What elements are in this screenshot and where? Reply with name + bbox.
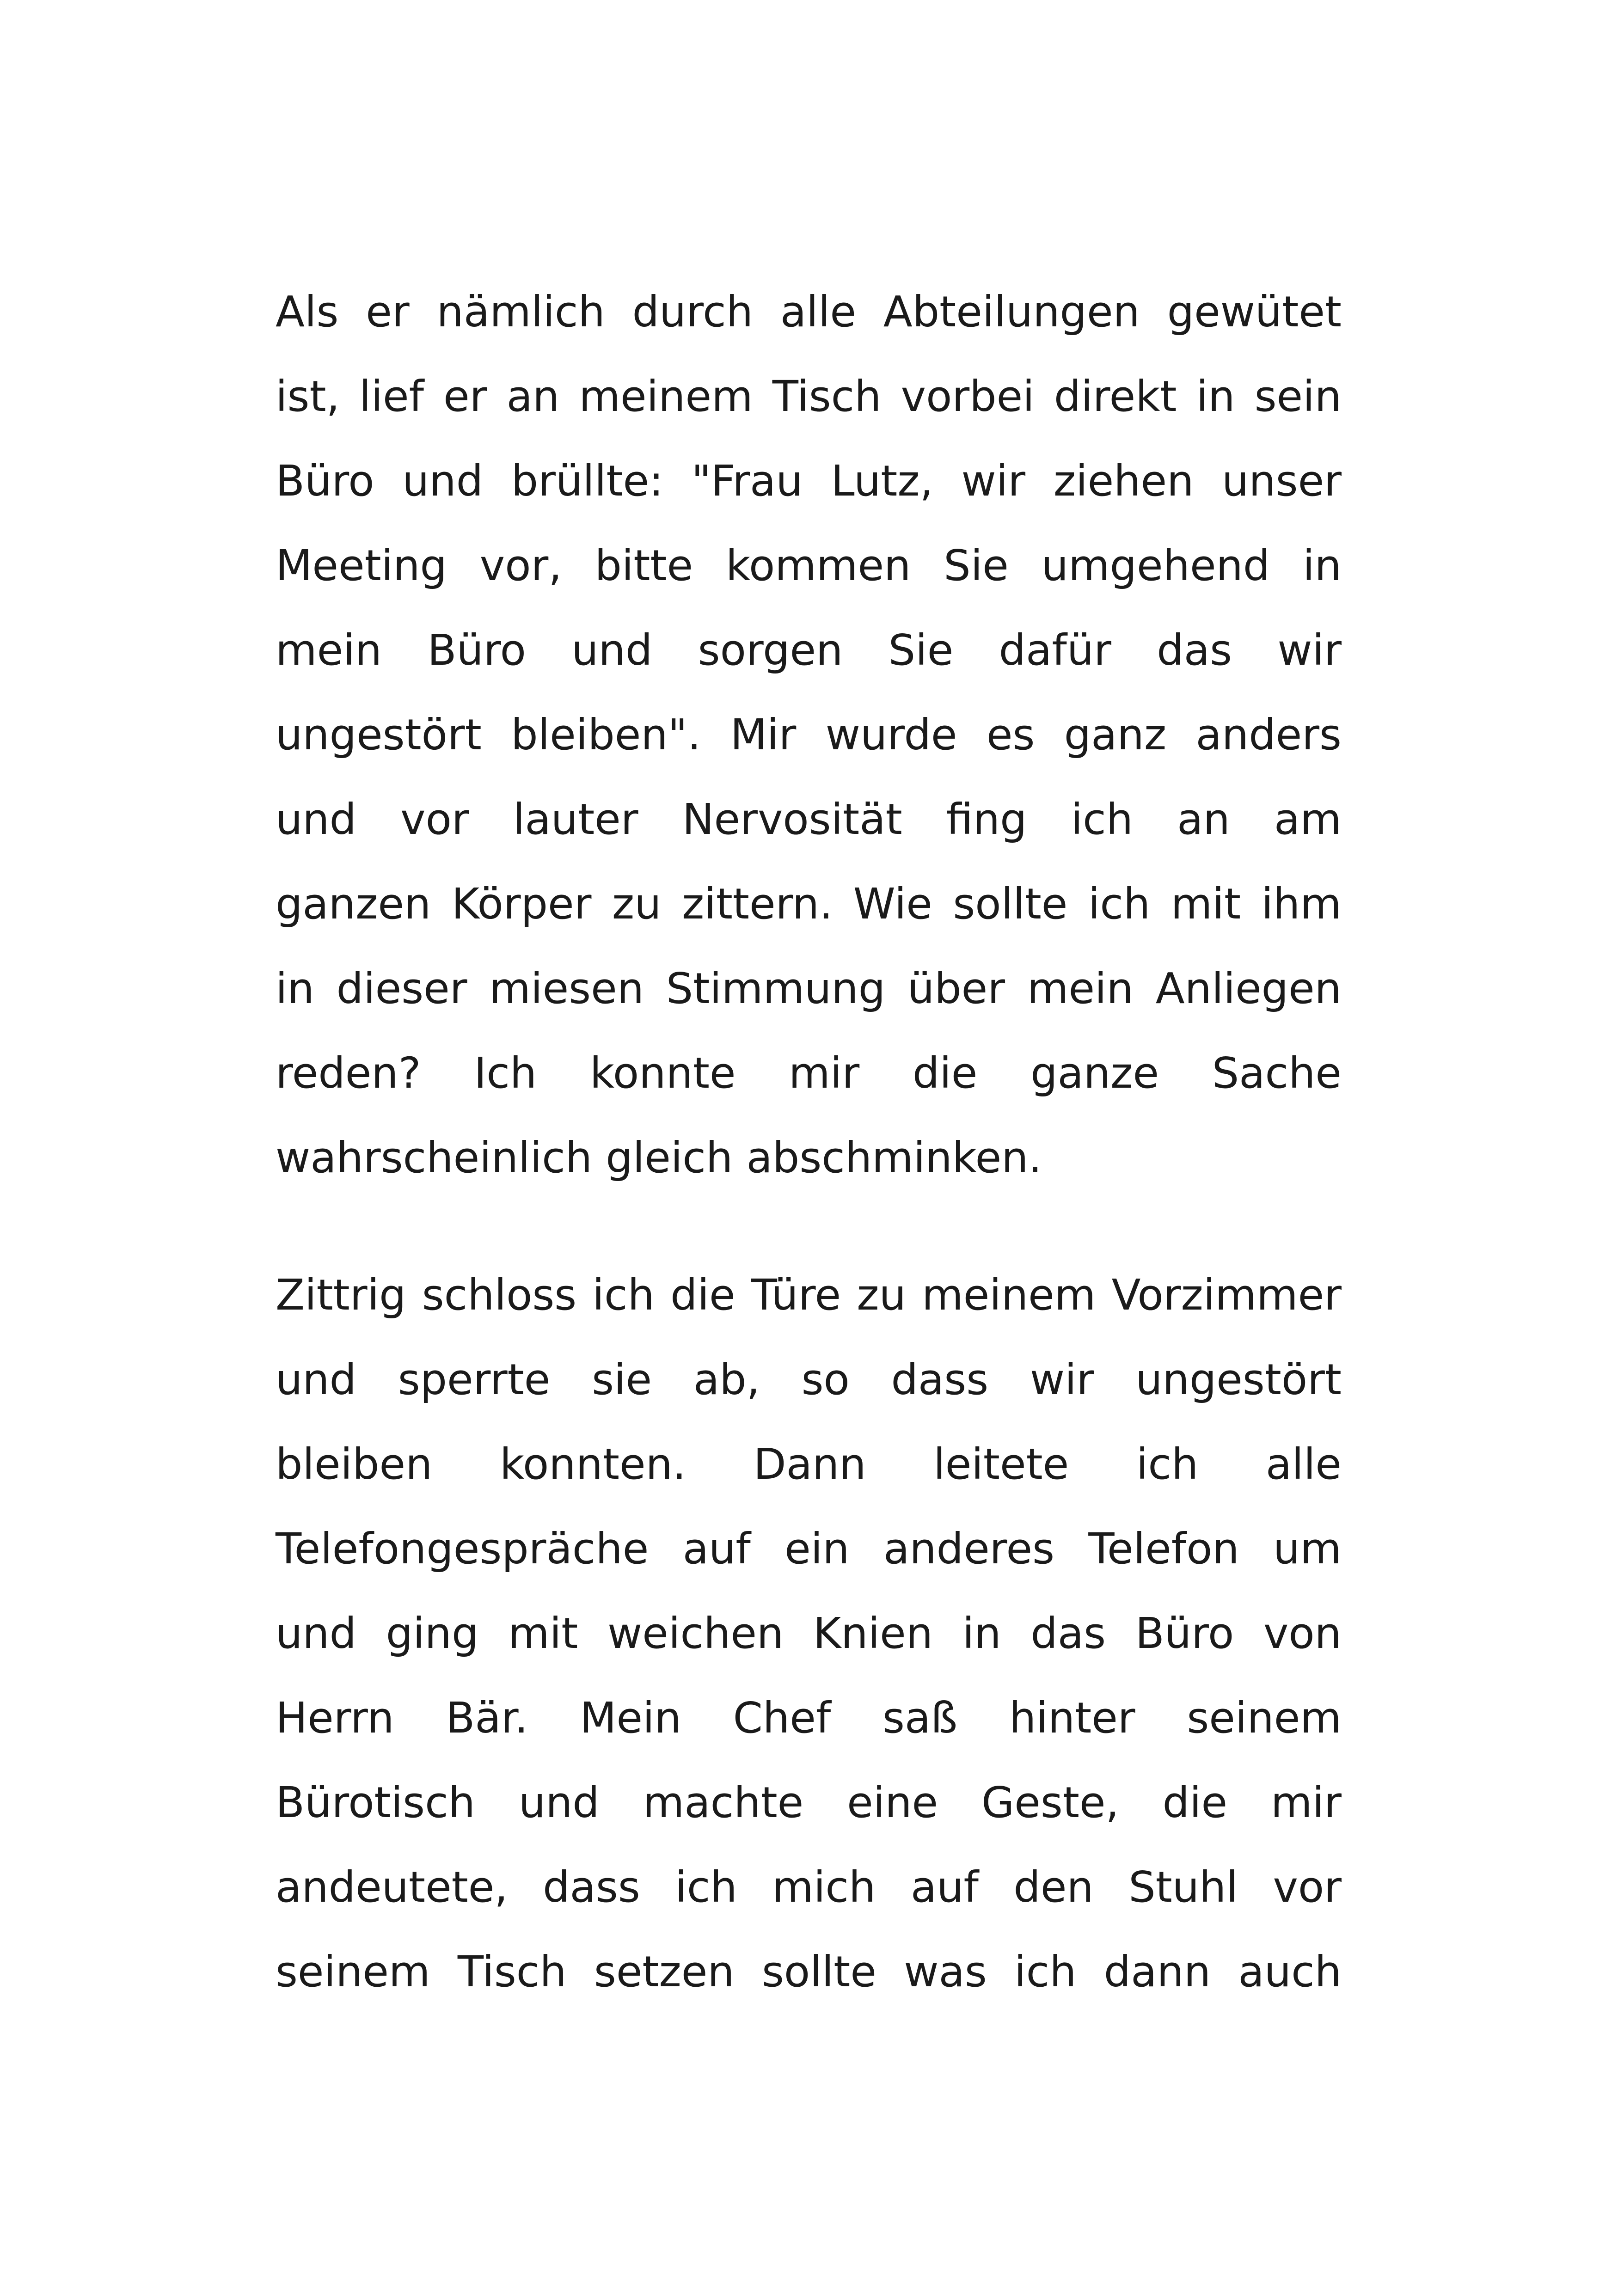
text-line: mein Büro und sorgen Sie dafür das wir [276, 625, 1342, 675]
text-line: ist, lief er an meinem Tisch vorbei direkt in sein [276, 372, 1342, 421]
text-line: bleiben konnten. Dann leitete ich alle [276, 1439, 1342, 1489]
text-line: und vor lauter Nervosität fing ich an am [276, 795, 1342, 844]
text-line: in dieser miesen Stimmung über mein Anliegen [276, 964, 1342, 1013]
paragraph-1 [276, 269, 1342, 1200]
paragraph-2 [276, 1253, 1342, 2014]
text-line: seinem Tisch setzen sollte was ich dann auch [276, 1947, 1342, 1996]
text-line: Bürotisch und machte eine Geste, die mir [276, 1778, 1342, 1827]
text-line: und ging mit weichen Knien in das Büro von [276, 1609, 1342, 1658]
text-line: andeutete, dass ich mich auf den Stuhl vor [276, 1862, 1342, 1912]
text-line: Zittrig schloss ich die Türe zu meinem Vorzimmer [276, 1270, 1342, 1320]
text-line: Als er nämlich durch alle Abteilungen gewütet [276, 287, 1342, 337]
text-line: ungestört bleiben". Mir wurde es ganz anders [276, 710, 1342, 759]
text-line: Telefongespräche auf ein anderes Telefon um [276, 1524, 1342, 1574]
text-line: wahrscheinlich gleich abschminken. [276, 1133, 1042, 1182]
text-line: Büro und brüllte: "Frau Lutz, wir ziehen unser [276, 456, 1342, 506]
text-line: ganzen Körper zu zittern. Wie sollte ich mit ihm [276, 879, 1342, 929]
text-line: und sperrte sie ab, so dass wir ungestört [276, 1355, 1342, 1404]
text-line: Herrn Bär. Mein Chef saß hinter seinem [276, 1693, 1342, 1743]
text-line: reden? Ich konnte mir die ganze Sache [276, 1048, 1342, 1098]
text-line: Meeting vor, bitte kommen Sie umgehend in [276, 541, 1342, 590]
